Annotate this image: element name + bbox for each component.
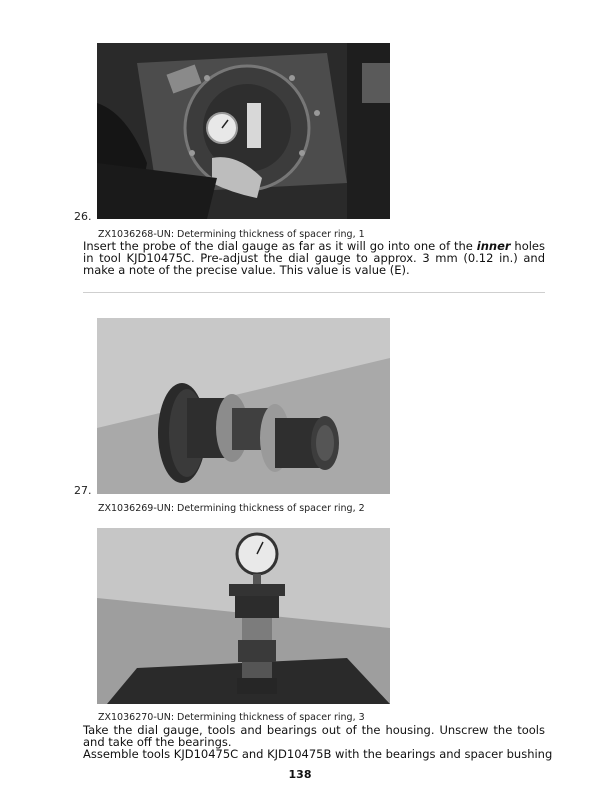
- caption-photo-2: ZX1036269-UN: Determining thickness of spacer ring, 2: [98, 503, 365, 514]
- caption-photo-1: ZX1036268-UN: Determining thickness of spacer ring, 1: [98, 229, 365, 240]
- caption-photo-3: ZX1036270-UN: Determining thickness of spacer ring, 3: [98, 712, 365, 723]
- photo-dial-gauge-assembly: [97, 528, 390, 704]
- section-divider: [83, 292, 545, 293]
- photo-tool-with-bearings: [97, 318, 390, 494]
- step-number-26: 26.: [74, 210, 92, 223]
- step-26-text-part-1: Insert the probe of the dial gauge as far as it will go into one of the: [83, 239, 477, 253]
- step-26-text-part-2: holes in tool KJD10475C. Pre-adjust the dial gauge to approx. 3 mm (0.12 in.) and make a note of the precise value. This value is value (E).: [83, 239, 545, 277]
- step-26-instruction: [83, 240, 545, 276]
- step-26-emphasis: inner: [476, 239, 511, 253]
- paragraph-take-out: Take the dial gauge, tools and bearings out of the housing. Unscrew the tools and take off the bearings.: [83, 723, 545, 749]
- paragraph-assemble: Assemble tools KJD10475C and KJD10475B with the bearings and spacer bushing: [83, 747, 553, 761]
- page-number: 138: [288, 768, 312, 781]
- step-number-27: 27.: [74, 484, 92, 497]
- photo-dial-gauge-housing: [97, 43, 390, 219]
